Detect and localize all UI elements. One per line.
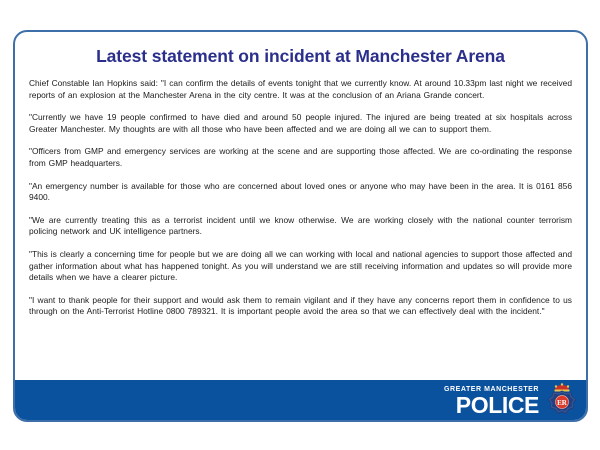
statement-card <box>13 30 588 422</box>
statement-body <box>15 67 586 318</box>
statement-paragraph: "We are currently treating this as a terrorist incident until we know otherwise. We are working closely with the national counter terrorism policing network and UK intelligence partners. <box>29 214 572 237</box>
statement-paragraph: "Officers from GMP and emergency services are working at the scene and are supporting those affected. We are co-ordinating the response from GMP headquarters. <box>29 146 572 168</box>
police-logo-lockup <box>444 382 580 420</box>
brand-footer <box>13 380 588 422</box>
org-name-label: POLICE <box>455 391 539 418</box>
police-crest-icon <box>544 382 580 420</box>
statement-paragraph: "This is clearly a concerning time for people but we are doing all we can working with local and national agencies to support those affected and gather information about what has happened tonight. As you will understand we are still receiving information and updates so will provide more details when we have a clearer picture. <box>29 248 572 283</box>
force-name-label: GREATER MANCHESTER <box>444 385 539 393</box>
police-wordmark <box>444 386 539 417</box>
statement-paragraph: "I want to thank people for their support and would ask them to remain vigilant and if they have any concerns report them in confidence to us through on the Anti-Terrorist Hotline 0800 789321. It is important people avoid the area so that we can effectively deal with the incident." <box>29 294 572 317</box>
page-title: Latest statement on incident at Manchester Arena <box>96 46 505 66</box>
svg-text:ER: ER <box>557 398 567 407</box>
statement-paragraph: "Currently we have 19 people confirmed to have died and around 50 people injured. The injured are being treated at six hospitals across Greater Manchester. My thoughts are with all those who have been affected and we are doing all we can to support them. <box>29 112 572 134</box>
statement-paragraph: Chief Constable Ian Hopkins said: "I can confirm the details of events tonight that we currently know. At around 10.33pm last night we received reports of an explosion at the Manchester Arena in the city centre. It was at the conclusion of an Ariana Grande concert. <box>29 78 572 100</box>
statement-paragraph: "An emergency number is available for those who are concerned about loved ones or anyone who may have been in the area. It is 0161 856 9400. <box>29 180 572 203</box>
